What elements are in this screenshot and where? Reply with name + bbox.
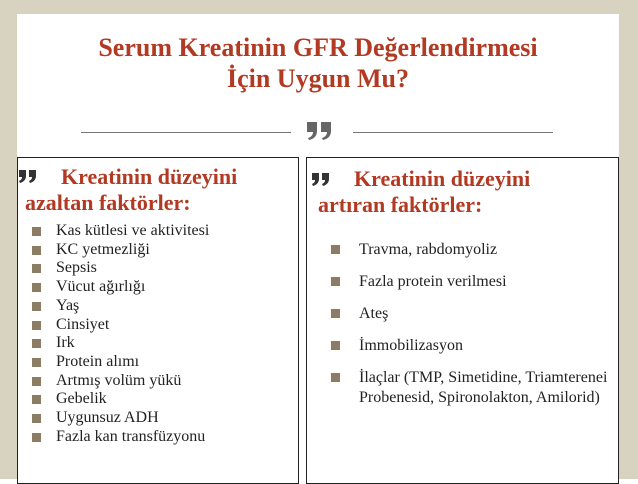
square-bullet-icon <box>331 341 340 350</box>
left-heading-line-1: Kreatinin düzeyini <box>61 164 238 189</box>
left-factor-list <box>32 222 294 446</box>
right-heading-line-2: artıran faktörler: <box>318 192 483 217</box>
list-item: Ateş <box>329 304 615 324</box>
divider-left <box>81 132 291 133</box>
right-panel-heading <box>318 166 613 218</box>
square-bullet-icon <box>331 245 340 254</box>
list-item: Irk <box>32 334 294 353</box>
square-bullet-icon <box>32 302 41 311</box>
square-bullet-icon <box>32 358 41 367</box>
square-bullet-icon <box>331 277 340 286</box>
list-item: Yaş <box>32 297 294 316</box>
quote-ornament-icon <box>303 116 335 146</box>
divider-right <box>353 132 553 133</box>
list-item: İlaçlar (TMP, Simetidine, Triamterenei Probenesid, Spironolakton, Amilorid) <box>329 368 615 408</box>
list-item: Protein alımı <box>32 353 294 372</box>
list-item: Sepsis <box>32 259 294 278</box>
square-bullet-icon <box>331 309 340 318</box>
list-item: Cinsiyet <box>32 316 294 335</box>
right-panel <box>306 157 619 484</box>
list-item: Uygunsuz ADH <box>32 409 294 428</box>
right-factor-list <box>329 240 615 420</box>
right-heading-line-1: Kreatinin düzeyini <box>354 166 531 191</box>
list-item: Kas kütlesi ve aktivitesi <box>32 222 294 241</box>
slide <box>17 14 619 479</box>
square-bullet-icon <box>32 377 41 386</box>
square-bullet-icon <box>32 414 41 423</box>
list-item: Vücut ağırlığı <box>32 278 294 297</box>
square-bullet-icon <box>32 339 41 348</box>
square-bullet-icon <box>32 283 41 292</box>
square-bullet-icon <box>32 321 41 330</box>
square-bullet-icon <box>32 264 41 273</box>
left-panel <box>17 157 299 484</box>
list-item: İmmobilizasyon <box>329 336 615 356</box>
square-bullet-icon <box>331 373 340 382</box>
title-line-2: İçin Uygun Mu? <box>226 64 410 93</box>
list-item: Travma, rabdomyoliz <box>329 240 615 260</box>
square-bullet-icon <box>32 246 41 255</box>
list-item: Fazla protein verilmesi <box>329 272 615 292</box>
left-heading-line-2: azaltan faktörler: <box>25 190 191 215</box>
title-line-1: Serum Kreatinin GFR Değerlendirmesi <box>98 33 538 62</box>
square-bullet-icon <box>32 433 41 442</box>
list-item: KC yetmezliği <box>32 241 294 260</box>
left-panel-heading <box>25 164 295 216</box>
slide-title <box>17 32 619 94</box>
list-item: Gebelik <box>32 390 294 409</box>
square-bullet-icon <box>32 395 41 404</box>
square-bullet-icon <box>32 227 41 236</box>
list-item: Artmış volüm yükü <box>32 372 294 391</box>
list-item: Fazla kan transfüzyonu <box>32 428 294 447</box>
